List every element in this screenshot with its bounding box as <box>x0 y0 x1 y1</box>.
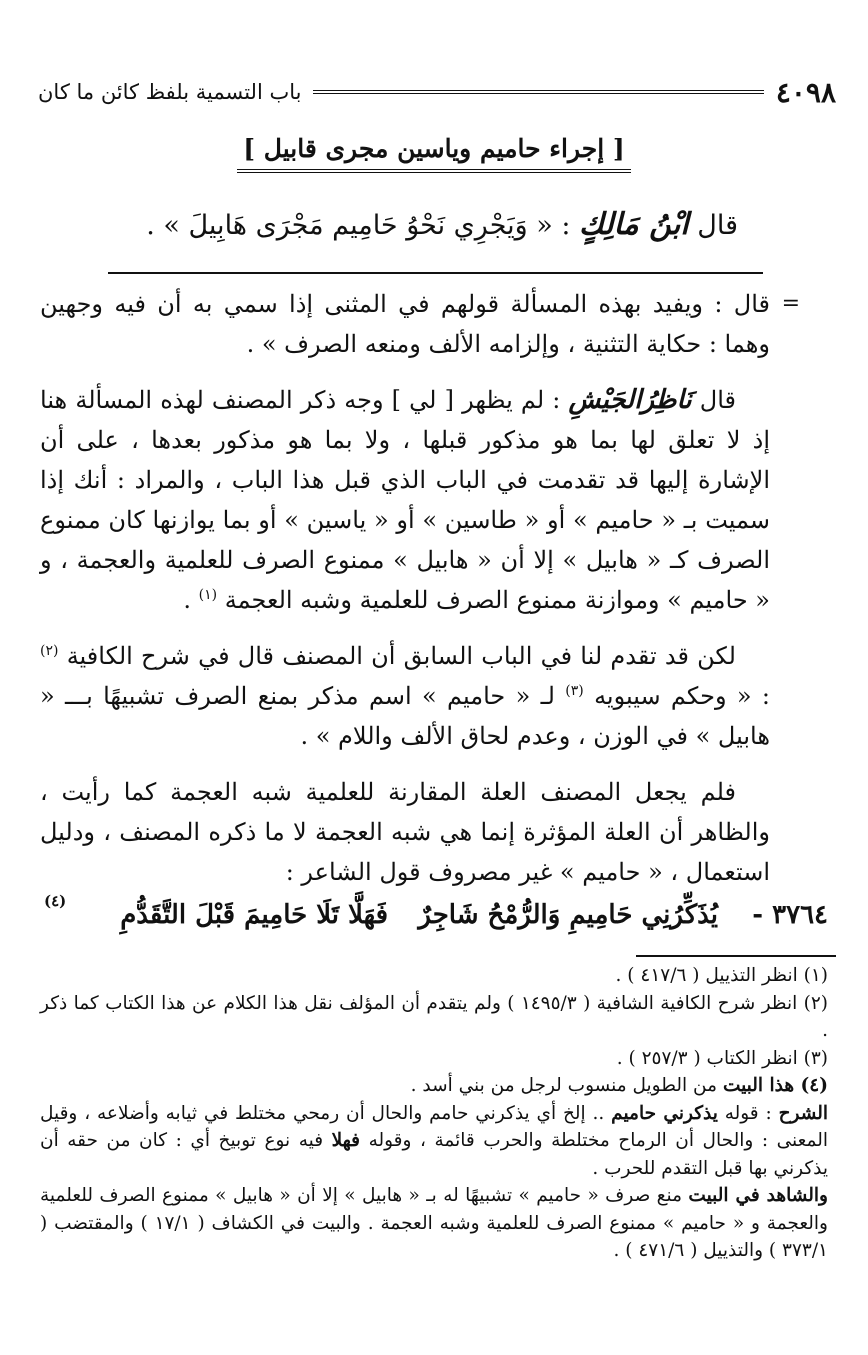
paragraph-3-part-a: لكن قد تقدم لنا في الباب السابق أن المصنف قال في شرح الكافية <box>66 642 736 670</box>
paragraph-2-text: : لم يظهر [ لي ] وجه ذكر المصنف لهذه المسألة هنا إذ لا تعلق لها بما هو مذكور قبلها ، ولا بما هو مذكور بعدها ، على أن الإشارة إليها قد تقدمت في الباب الذي قبل هذا الباب ، والمراد : أنك إذا سميت بـ « حاميم » أو « طاسين » أو « ياسين » أو بما يوازنها كان ممنوع الصرف كـ « هابيل » إلا أن « هابيل » ممنوع الصرف للعلمية والعجمة ، و « حاميم » وموازنة ممنوع الصرف للعلمية وشبه العجمة <box>40 386 770 614</box>
matn-text: : « وَيَجْرِي نَحْوُ حَامِيم مَجْرَى هَابِيلَ » . <box>146 210 580 241</box>
paragraph-2-end: . <box>183 586 199 614</box>
page-number: ٤٠٩٨ <box>775 75 836 109</box>
paragraph-3 <box>40 636 770 756</box>
commentator-name: نَاظِرُالجَيْشِ <box>568 385 692 415</box>
sharh-quote-2: فهلا <box>331 1130 361 1151</box>
footnote-2: (٢) انظر شرح الكافية الشافية ( ١٤٩٥/٣ ) ولم يتقدم أن المؤلف نقل هذا الكلام عن هذا الكتاب كما ذكر . <box>40 992 828 1041</box>
commentary-body <box>40 284 800 908</box>
shahid-label: والشاهد في البيت <box>688 1185 828 1206</box>
sharh-part-b: .. إلخ أي يذكرني حامم والحال أن رمحي مختلط في ثيابه وأضلاعه ، وقيل المعنى : والحال أن الرماح مختلطة والحرب قائمة ، وقوله <box>40 1102 828 1151</box>
section-title-text: [ إجراء حاميم وياسين مجرى قابيل ] <box>237 134 630 173</box>
footnote-ref-1: (١) <box>198 587 218 603</box>
verse-number: ٣٧٦٤ - <box>752 900 828 930</box>
shahid-text: منع صرف « حاميم » تشبيهًا له بـ « هابيل » إلا أن « هابيل » ممنوع الصرف للعلمية والعجمة و « حاميم » ممنوع الصرف للعلمية وشبه العجمة . والبيت في الكشاف ( ١٧/١ ) والمقتضب ( ٣٧٣/١ ) والتذييل ( ٤٧١/٦ ) . <box>40 1185 828 1261</box>
poetry-verse <box>40 892 828 944</box>
verse-second-hemistich: فَهَلَّا تَلَا حَامِيمَ قَبْلَ التَّقَدُّمِ <box>120 900 388 930</box>
paragraph-2 <box>40 380 770 620</box>
paragraph-1 <box>40 284 800 364</box>
footnote-4 <box>40 1072 828 1100</box>
running-title: باب التسمية بلفظ كائن ما كان <box>38 80 302 104</box>
header-double-rule <box>313 90 763 94</box>
matn-separator-rule <box>108 272 763 274</box>
section-title <box>0 134 868 173</box>
footnote-4-label: (٤) هذا البيت <box>722 1075 828 1096</box>
sharh-label: الشرح <box>778 1102 828 1124</box>
page-header <box>38 72 836 112</box>
verse-first-hemistich: يُذَكِّرُنِي حَامِيمِ وَالرُّمْحُ شَاجِرٌ <box>418 900 718 930</box>
footnote-ref-3: (٣) <box>565 683 584 699</box>
footnote-ref-2: (٢) <box>40 643 59 659</box>
sharh-part-a: : قوله <box>717 1102 779 1124</box>
matn-lead: قال <box>688 210 738 241</box>
author-name: ابْنُ مَالِكٍ <box>579 207 689 242</box>
footnote-sharh <box>40 1100 828 1183</box>
paragraph-2-lead: قال <box>691 386 736 414</box>
paragraph-1-text: قال : ويفيد بهذه المسألة قولهم في المثنى إذا سمي به أن فيه وجهين وهما : حكاية التثنية ، وإلزامه الألف ومنعه الصرف » . <box>40 290 770 358</box>
footnotes <box>40 962 828 1265</box>
footnote-ref-4: (٤) <box>44 892 67 910</box>
sharh-quote-1: يذكرني حاميم <box>611 1102 718 1124</box>
continuation-mark: = <box>781 291 800 316</box>
sharh-part-c: فيه نوع توبيخ أي : كان من حقه أن يذكرني بها قبل التقدم للحرب . <box>40 1130 828 1179</box>
paragraph-4-text: فلم يجعل المصنف العلة المقارنة للعلمية شبه العجمة كما رأيت ، والظاهر أن العلة المؤثرة إنما هي شبه العجمة لا ما ذكره المصنف ، ودليل استعمال ، « حاميم » غير مصروف قول الشاعر : <box>40 778 770 886</box>
paragraph-4 <box>40 772 770 892</box>
footnote-3: (٣) انظر الكتاب ( ٢٥٧/٣ ) . <box>616 1047 828 1069</box>
matn-line <box>60 200 738 251</box>
paragraph-3-part-c: لـ « حاميم » اسم مذكر بمنع الصرف تشبيهًا بـــ « هابيل » في الوزن ، وعدم لحاق الألف واللام » . <box>40 682 770 750</box>
paragraph-3-part-b: : « وحكم سيبويه <box>594 682 770 710</box>
footnote-1: (١) انظر التذييل ( ٤١٧/٦ ) . <box>615 965 828 986</box>
footnote-4-text: من الطويل منسوب لرجل من بني أسد . <box>410 1075 723 1096</box>
footnote-shahid <box>40 1182 828 1265</box>
footnote-separator-rule <box>636 955 836 957</box>
